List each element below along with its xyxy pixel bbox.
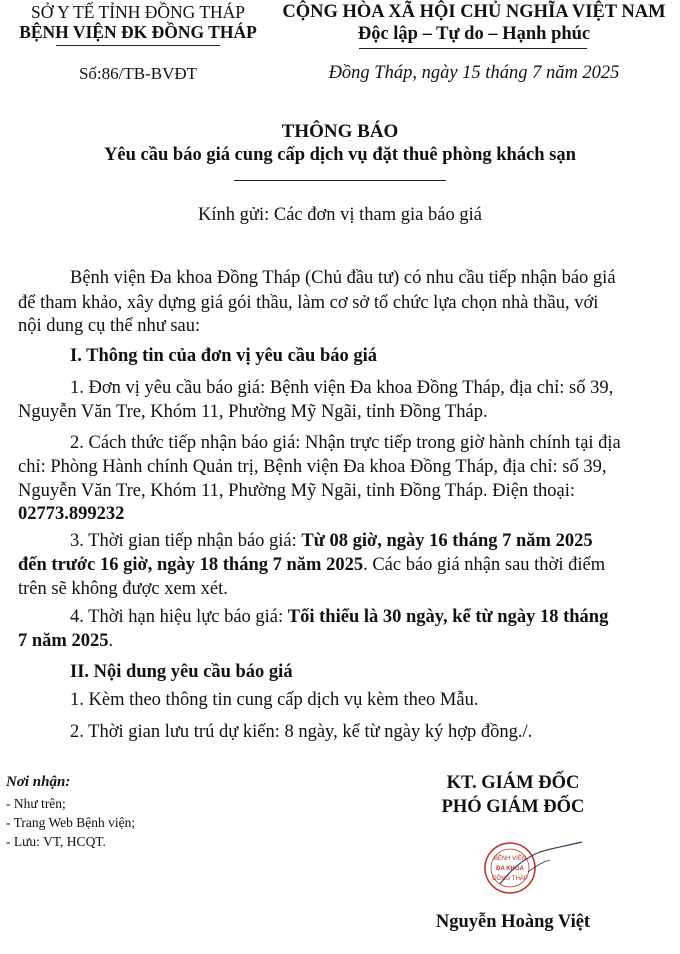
recipient-item: - Lưu: VT, HCQT. [6,834,106,849]
phone-number: 02773.899232 [18,504,125,524]
country-title: CỘNG HÒA XÃ HỘI CHỦ NGHĨA VIỆT NAM [282,2,666,22]
notice-title: THÔNG BÁO [281,121,399,142]
motto: Độc lập – Tự do – Hạnh phúc [357,24,591,44]
signature-title-1: KT. GIÁM ĐỐC [446,773,580,793]
hospital-underline [56,45,220,46]
section-1-item-4-line-2: 7 năm 2025. [18,631,114,651]
recipients-label: Nơi nhận: [6,774,71,790]
section-1-heading: I. Thông tin của đơn vị yêu cầu báo giá [70,346,378,366]
section-1-item-2-line-1: 2. Cách thức tiếp nhận báo giá: Nhận trực tiếp trong giờ hành chính tại địa [70,433,621,453]
intro-line-3: nội dung cụ thể như sau: [18,316,201,336]
section-1-item-3-line-3: trên sẽ không được xem xét. [18,579,228,599]
validity-date: 7 năm 2025 [18,631,109,651]
hospital-name: BỆNH VIỆN ĐK ĐỒNG THÁP [19,22,257,42]
receipt-start-time: Từ 08 giờ, ngày 16 tháng 7 năm 2025 [301,531,593,551]
recipient-item: - Trang Web Bệnh viện; [6,815,136,830]
place-date: Đồng Tháp, ngày 15 tháng 7 năm 2025 [328,63,620,83]
section-1-item-2-line-2: chỉ: Phòng Hành chính Quản trị, Bệnh viện Đa khoa Đồng Tháp, địa chỉ: số 39, [18,457,607,477]
section-2-heading: II. Nội dung yêu cầu báo giá [70,662,293,682]
section-1-item-3-line-1: 3. Thời gian tiếp nhận báo giá: Từ 08 giờ, ngày 16 tháng 7 năm 2025 [70,531,593,551]
title-underline [234,180,446,181]
section-1-item-1-line-1: 1. Đơn vị yêu cầu báo giá: Bệnh viện Đa khoa Đồng Tháp, địa chỉ: số 39, [70,378,614,398]
svg-text:ĐỒNG THÁP: ĐỒNG THÁP [492,876,528,882]
intro-line-1: Bệnh viện Đa khoa Đồng Tháp (Chủ đầu tư) có nhu cầu tiếp nhận báo giá [70,268,616,288]
section-1-item-1-line-2: Nguyễn Văn Tre, Khóm 11, Phường Mỹ Ngãi, tỉnh Đồng Tháp. [18,402,488,422]
section-1-item-2-line-3: Nguyễn Văn Tre, Khóm 11, Phường Mỹ Ngãi, tỉnh Đồng Tháp. Điện thoại: [18,481,575,501]
validity-period: Tối thiểu là 30 ngày, kể từ ngày 18 tháng [287,607,609,627]
section-2-item-2: 2. Thời gian lưu trú dự kiến: 8 ngày, kể từ ngày ký hợp đồng./. [70,722,533,742]
document-number: Số:86/TB-BVĐT [78,64,198,83]
intro-line-2: để tham khảo, xây dựng giá gói thầu, làm cơ sở tổ chức lựa chọn nhà thầu, với [18,293,599,313]
agency-name: SỞ Y TẾ TỈNH ĐỒNG THÁP [30,2,246,22]
svg-text:BỆNH VIỆN: BỆNH VIỆN [493,856,527,862]
svg-text:ĐA KHOA: ĐA KHOA [496,866,524,872]
section-1-item-3-line-2: đến trước 16 giờ, ngày 18 tháng 7 năm 2025. Các báo giá nhận sau thời điểm [18,555,606,575]
section-2-item-1: 1. Kèm theo thông tin cung cấp dịch vụ kèm theo Mẫu. [70,690,479,710]
notice-subject: Yêu cầu báo giá cung cấp dịch vụ đặt thuê phòng khách sạn [104,145,576,165]
signer-name: Nguyễn Hoàng Việt [435,912,591,932]
salutation: Kính gửi: Các đơn vị tham gia báo giá [198,205,482,225]
motto-underline [359,48,587,49]
hospital-stamp-icon [470,832,590,902]
recipient-item: - Như trên; [6,796,66,811]
section-1-item-4-line-1: 4. Thời hạn hiệu lực báo giá: Tối thiểu là 30 ngày, kể từ ngày 18 tháng [70,607,609,627]
signature-title-2: PHÓ GIÁM ĐỐC [441,797,585,817]
receipt-end-time: đến trước 16 giờ, ngày 18 tháng 7 năm 2025 [18,555,364,575]
